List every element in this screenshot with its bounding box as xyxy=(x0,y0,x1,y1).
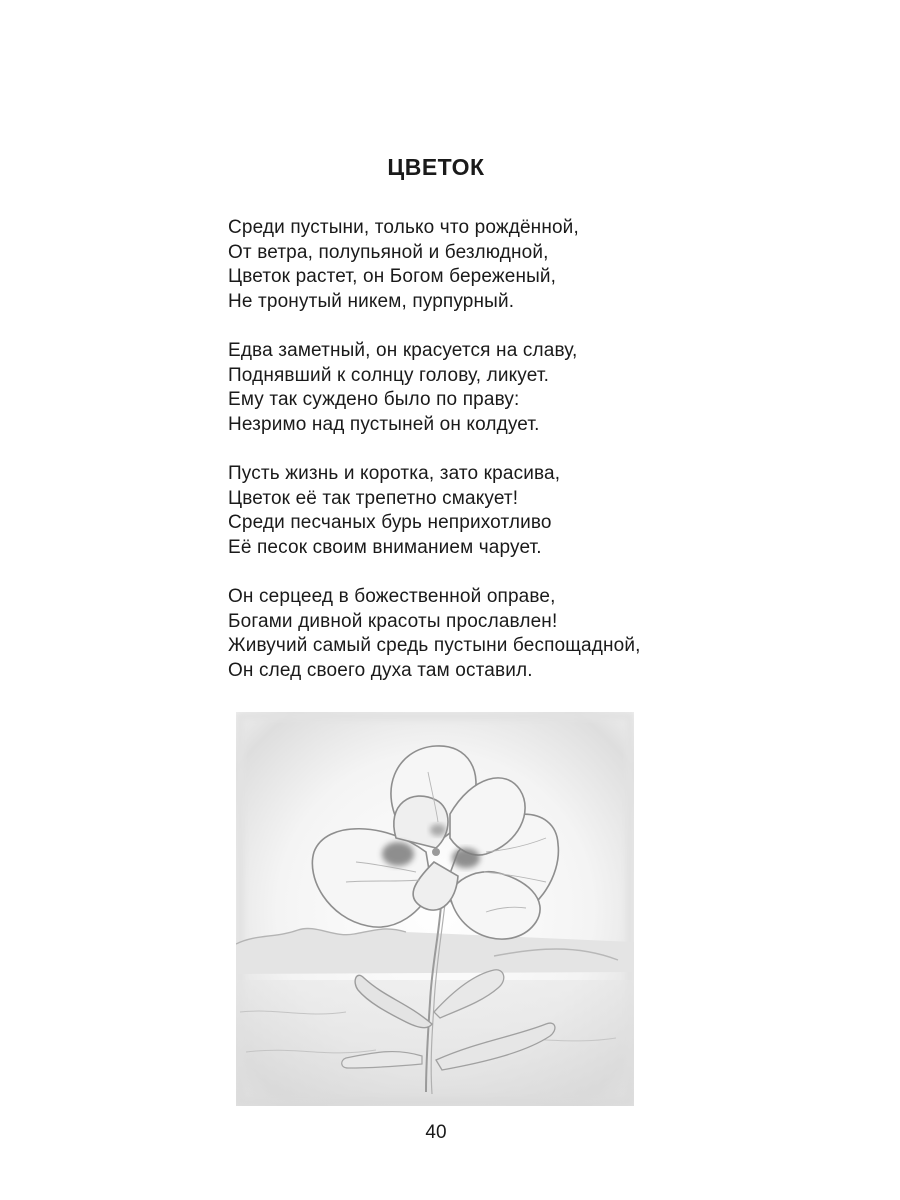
poem xyxy=(228,216,848,708)
stanza-1 xyxy=(228,216,848,314)
page-number: 40 xyxy=(425,1122,447,1143)
poem-line: Он след своего духа там оставил. xyxy=(228,659,533,681)
poem-line: Цветок растет, он Богом береженый, xyxy=(228,266,557,287)
poem-line: Её песок своим вниманием чарует. xyxy=(228,536,542,558)
poem-line: Живучий самый средь пустыни беспощадной, xyxy=(228,635,641,656)
poem-line: Среди пустыни, только что рождённой, xyxy=(228,217,579,238)
poem-line: Цветок её так трепетно смакует! xyxy=(228,487,519,509)
poem-line: Богами дивной красоты прославлен! xyxy=(228,610,558,632)
poem-line: Не тронутый никем, пурпурный. xyxy=(228,290,515,312)
stanza-2 xyxy=(228,339,848,437)
poem-line: Поднявший к солнцу голову, ликует. xyxy=(228,364,549,386)
flower-illustration xyxy=(236,712,634,1106)
page-title: ЦВЕТОК xyxy=(387,154,485,180)
poem-line: Едва заметный, он красуется на славу, xyxy=(228,340,578,361)
stanza-4 xyxy=(228,585,848,683)
poem-line: От ветра, полупьяной и безлюдной, xyxy=(228,241,549,263)
poem-line: Он серцеед в божественной оправе, xyxy=(228,586,556,607)
stanza-3 xyxy=(228,462,848,560)
poem-line: Незримо над пустыней он колдует. xyxy=(228,413,540,435)
poem-line: Ему так суждено было по праву: xyxy=(228,389,520,410)
poem-line: Пусть жизнь и коротка, зато красива, xyxy=(228,463,561,484)
poem-line: Среди песчаных бурь неприхотливо xyxy=(228,512,552,533)
